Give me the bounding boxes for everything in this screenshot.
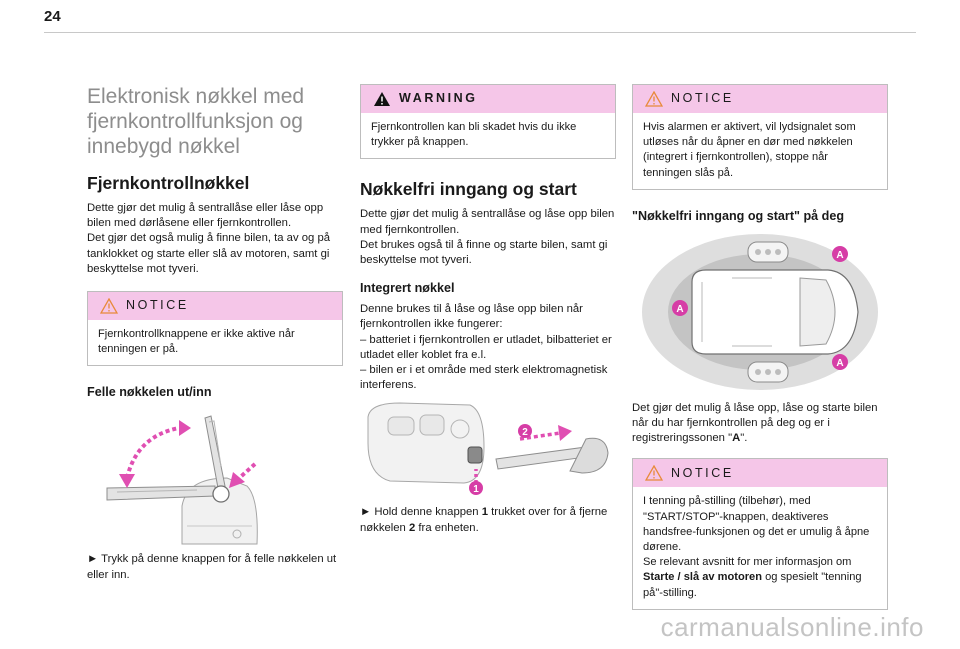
notice-box [87, 291, 343, 366]
paragraph: Dette gjør det mulig å sentrallåse og låse opp bilen med fjernkontrollen. [360, 208, 615, 236]
paragraph: Det gjør det mulig å låse opp, låse og starte bilen når du har fjernkontrollen på deg og er i registreringssonen "A". [632, 401, 878, 445]
warning-box [360, 84, 616, 159]
remove-key-illustration [360, 397, 616, 497]
illustration-caption: ► Trykk på denne knappen for å felle nøkkelen ut eller inn. [87, 553, 337, 581]
notice-box [632, 458, 888, 609]
notice-text: Fjernkontrollknappene er ikke aktive når tenningen er på. [98, 328, 295, 356]
svg-text:A: A [836, 357, 844, 369]
notice-text [633, 487, 887, 608]
key-fob-icon [748, 362, 788, 382]
paragraph: Det brukes også til å finne og starte bilen, samt gi beskyttelse mot tyveri. [360, 238, 608, 267]
notice-paragraph: Se relevant avsnitt for mer informasjon om Starte / slå av motoren og spesielt "tenning på"-stilling. [643, 556, 862, 599]
warning-header [361, 85, 615, 113]
warning-triangle-icon [100, 298, 118, 314]
paragraph: Det gjør det også mulig å finne bilen, ta av og på tanklokket og starte eller slå av motoren, samt gi beskyttelse mot tyveri. [87, 232, 331, 275]
svg-text:A: A [676, 303, 684, 315]
fold-key-illustration [87, 406, 343, 546]
warning-triangle-icon [645, 465, 663, 481]
watermark: carmanualsonline.info [660, 612, 924, 642]
subsection-title-integrated-key: Integrert nøkkel [360, 281, 455, 296]
column-3 [632, 84, 888, 610]
section-title-keyless: Nøkkelfri inngang og start [360, 179, 577, 200]
svg-text:2: 2 [522, 427, 528, 439]
page-number: 24 [44, 8, 61, 25]
notice-text: Hvis alarmen er aktivert, vil lydsignalet som utløses når du åpner en dør med nøkkelen (integrert i fjernkontrollen), stoppe når tenningen slås på. [643, 121, 856, 179]
notice-label: NOTICE [126, 298, 189, 313]
column-1 [87, 80, 343, 583]
notice-paragraph: I tenning på-stilling (tilbehør), med "START/STOP"-knappen, deaktiveres handsfree-funksjonen og det er umulig å åpne dørene. [643, 495, 870, 554]
svg-text:A: A [836, 249, 844, 261]
notice-label: NOTICE [671, 91, 734, 106]
list-item: – bilen er i et område med sterk elektromagnetisk interferens. [360, 364, 608, 392]
notice-header [633, 459, 887, 487]
warning-text: Fjernkontrollen kan bli skadet hvis du ikke trykker på knappen. [371, 121, 577, 149]
paragraph: Denne brukes til å låse og låse opp bilen når fjernkontrollen ikke fungerer: [360, 303, 583, 331]
list-item: – batteriet i fjernkontrollen er utladet, bilbatteriet er utladet eller koblet fra e.l. [360, 333, 612, 361]
detection-zone-illustration [632, 230, 888, 395]
subsection-title-fold-key: Felle nøkkelen ut/inn [87, 385, 212, 400]
column-2 [360, 84, 616, 536]
svg-text:1: 1 [473, 484, 479, 496]
page-title: Elektronisk nøkkel med fjernkontrollfunksjon og innebygd nøkkel [87, 85, 305, 158]
warning-triangle-icon [373, 91, 391, 107]
header-rule [44, 32, 916, 33]
notice-header [88, 292, 342, 320]
subsection-title-keyless-on-you: "Nøkkelfri inngang og start" på deg [632, 208, 845, 223]
notice-box [632, 84, 888, 190]
section-title-remote-key: Fjernkontrollnøkkel [87, 173, 250, 193]
illustration-caption: ► Hold denne knappen 1 trukket over for å fjerne nøkkelen 2 fra enheten. [360, 506, 608, 534]
warning-triangle-icon [645, 91, 663, 107]
key-fob-icon [748, 242, 788, 262]
warning-label: WARNING [399, 91, 478, 106]
notice-header [633, 85, 887, 113]
notice-label: NOTICE [671, 465, 734, 480]
paragraph: Dette gjør det mulig å sentrallåse eller låse opp bilen med dørlåsene eller fjernkontrollen. [87, 202, 324, 230]
